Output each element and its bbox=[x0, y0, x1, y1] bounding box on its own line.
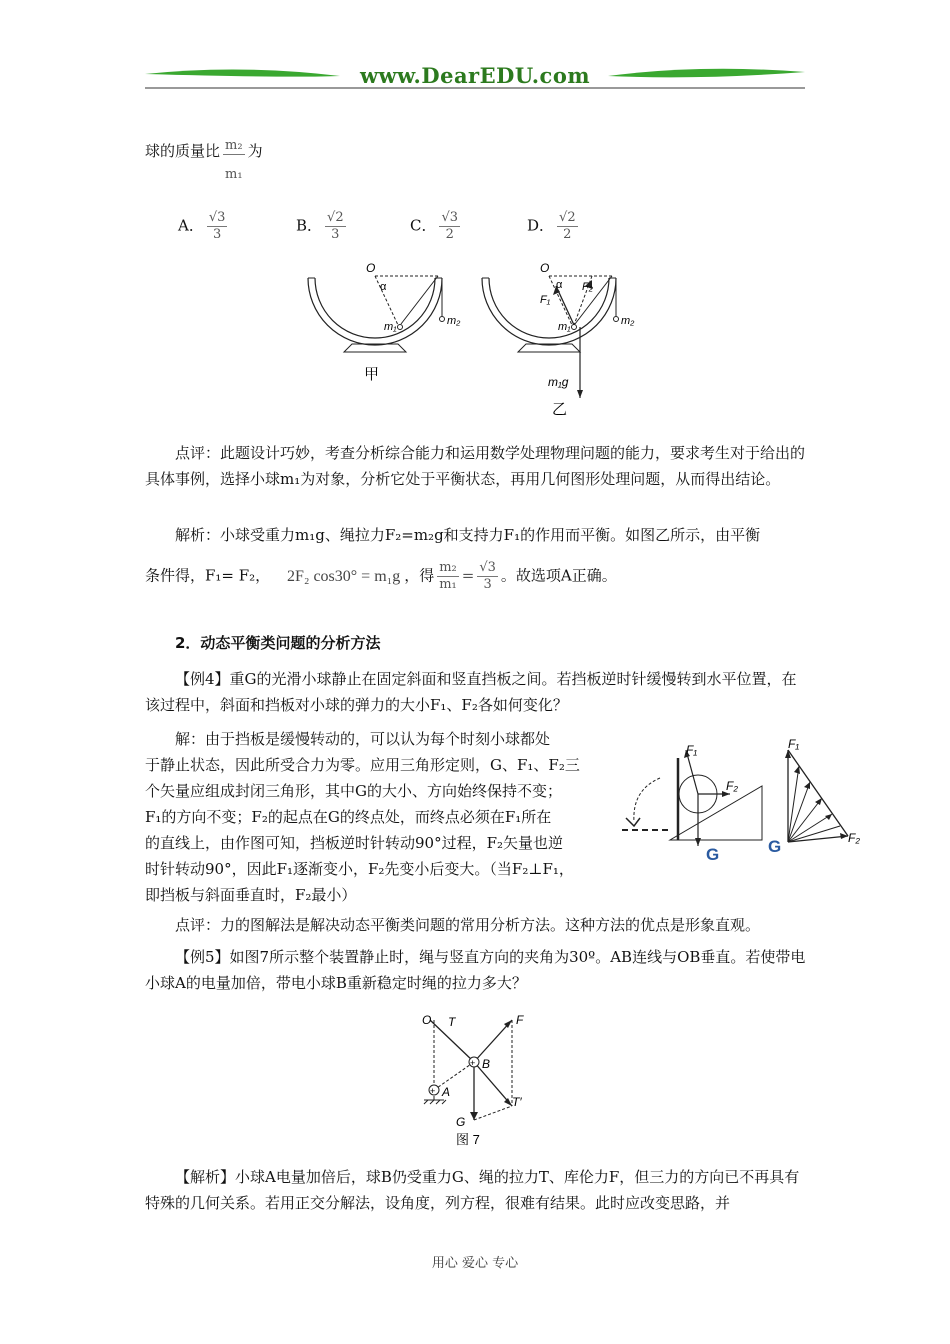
label-b: B bbox=[482, 1057, 491, 1071]
intro-text: 球的质量比 bbox=[145, 142, 221, 160]
solution-line: 个矢量应组成封闭三角形，其中G的大小、方向始终保持不变； bbox=[145, 782, 562, 800]
frac-den: 2 bbox=[563, 227, 572, 242]
plus-sign-b: + bbox=[470, 1058, 476, 1068]
frac-den: 2 bbox=[445, 227, 454, 242]
label-m2: m₂ bbox=[621, 315, 635, 327]
solution-line: 时针转动90°，因此F₁逐渐变小，F₂先变小后变大。（当F₂⊥F₁， bbox=[145, 860, 574, 878]
option-label: C． bbox=[410, 216, 437, 235]
bowl-figure bbox=[300, 258, 650, 418]
label-m1: m₁ bbox=[384, 321, 397, 333]
result-fraction bbox=[477, 560, 498, 593]
site-title: www.DearEDU.com bbox=[359, 63, 591, 88]
label-m2: m₂ bbox=[447, 315, 461, 327]
equation: 2F₂ cos30° = m₁g bbox=[286, 567, 401, 585]
option-d[interactable] bbox=[527, 210, 581, 243]
frac-num: m₂ bbox=[225, 138, 243, 153]
label-f1: F₁ bbox=[686, 743, 698, 757]
intro-line bbox=[145, 140, 263, 183]
mass-ratio-fraction bbox=[223, 138, 245, 183]
frac-den: m₁ bbox=[225, 167, 243, 182]
figure-caption: 图 7 bbox=[456, 1132, 480, 1147]
label-g: G bbox=[706, 845, 720, 864]
frac-num: √2 bbox=[559, 210, 576, 225]
analysis-paragraph-5: 【解析】小球A电量加倍后，球B仍受重力G、绳的拉力T、库伦力F，但三力的方向已不再具有特殊的几何关系。若用正交分解法，设角度，列方程，很难有结果。此时应改变思路，并 bbox=[145, 1168, 800, 1212]
label-alpha: α bbox=[556, 279, 563, 291]
label-g: G bbox=[768, 837, 782, 856]
option-b[interactable] bbox=[296, 210, 349, 243]
solution-line: 解：由于挡板是缓慢转动的，可以认为每个时刻小球都处 bbox=[175, 730, 551, 748]
label-f2: F₂ bbox=[726, 779, 738, 793]
header-banner bbox=[140, 60, 810, 94]
label-f2: F₂ bbox=[848, 831, 860, 845]
frac-num: √3 bbox=[208, 210, 226, 225]
analysis-equation-line bbox=[145, 560, 810, 593]
label-f1: F₁ bbox=[788, 738, 800, 751]
label-o: O bbox=[366, 261, 376, 275]
solution-line: 的直线上，由作图可知，挡板逆时针转动90°过程，F₂矢量也逆 bbox=[145, 834, 564, 852]
plus-sign-a: + bbox=[430, 1086, 436, 1096]
frac-num: √2 bbox=[327, 210, 344, 225]
frac-num: √3 bbox=[441, 210, 459, 225]
intro-suffix: 为 bbox=[247, 142, 263, 160]
equals-sign: = bbox=[461, 566, 475, 585]
option-fraction bbox=[557, 210, 578, 243]
example-5: 【例5】如图7所示整个装置静止时，绳与竖直方向的夹角为30º。AB连线与OB垂直。若使带电小球A的电量加倍，带电小球B重新稳定时绳的拉力多大？ bbox=[145, 948, 806, 992]
figure-7 bbox=[412, 1008, 552, 1150]
frac-num: √3 bbox=[479, 560, 496, 575]
analysis-text: 。故选项A正确。 bbox=[500, 566, 617, 585]
option-label: D． bbox=[527, 216, 555, 235]
label-t: T bbox=[448, 1015, 456, 1029]
solution-4 bbox=[145, 726, 615, 908]
frac-den: 3 bbox=[483, 577, 492, 592]
section-heading: 2．动态平衡类问题的分析方法 bbox=[175, 634, 381, 652]
ratio-fraction bbox=[437, 560, 459, 593]
label-f: F bbox=[516, 1013, 524, 1027]
option-c[interactable] bbox=[410, 210, 463, 243]
review-paragraph-2: 点评：力的图解法是解决动态平衡类问题的常用分析方法。这种方法的优点是形象直观。 bbox=[175, 916, 761, 934]
label-m1g: m₁g bbox=[548, 375, 569, 389]
review-paragraph-1: 点评：此题设计巧妙，考查分析综合能力和运用数学处理物理问题的能力，要求考生对于给出的具体事例，选择小球m₁为对象，分析它处于平衡状态，再用几何图形处理问题，从而得出结论。 bbox=[145, 444, 806, 488]
label-o: O bbox=[540, 261, 550, 275]
caption-yi: 乙 bbox=[552, 401, 568, 418]
page-footer: 用心 爱心 专心 bbox=[431, 1256, 519, 1271]
bowl-jia bbox=[308, 276, 445, 352]
label-o: O bbox=[422, 1013, 432, 1027]
analysis-paragraph-1: 解析：小球受重力m₁g、绳拉力F₂=m₂g和支持力F₁的作用而平衡。如图乙所示，由平衡 bbox=[175, 526, 761, 544]
label-t-prime: T′ bbox=[512, 1095, 522, 1109]
frac-den: 3 bbox=[212, 227, 222, 242]
option-fraction bbox=[207, 210, 228, 243]
label-f2: F₂ bbox=[582, 281, 593, 293]
solution-line: 即挡板与斜面垂直时，F₂最小） bbox=[145, 886, 357, 904]
solution-line: F₁的方向不变；F₂的起点在G的终点处，而终点必须在F₁所在 bbox=[145, 808, 552, 826]
frac-num: m₂ bbox=[439, 560, 457, 575]
label-m1: m₁ bbox=[558, 321, 571, 333]
analysis-text: ，得 bbox=[404, 566, 435, 585]
example-4: 【例4】重G的光滑小球静止在固定斜面和竖直挡板之间。若挡板逆时针缓慢转到水平位置，在该过程中，斜面和挡板对小球的弹力的大小F₁、F₂各如何变化？ bbox=[145, 670, 797, 714]
caption-jia: 甲 bbox=[364, 366, 380, 383]
label-g: G bbox=[456, 1115, 466, 1129]
label-alpha: α bbox=[380, 281, 387, 293]
analysis-text: 条件得，F₁= F₂， bbox=[145, 566, 271, 585]
vector-triangle-figure bbox=[768, 738, 868, 858]
option-fraction bbox=[325, 210, 346, 243]
solution-line: 于静止状态，因此所受合力为零。应用三角形定则，G、F₁、F₂三 bbox=[145, 756, 580, 774]
incline-figure bbox=[622, 738, 772, 868]
option-fraction bbox=[439, 210, 460, 243]
option-a[interactable] bbox=[178, 210, 230, 243]
option-label: A． bbox=[178, 216, 204, 235]
label-a: A bbox=[442, 1085, 451, 1099]
option-label: B． bbox=[296, 216, 323, 235]
frac-den: m₁ bbox=[439, 577, 457, 592]
label-f1: F₁ bbox=[540, 294, 551, 306]
frac-den: 3 bbox=[331, 227, 340, 242]
